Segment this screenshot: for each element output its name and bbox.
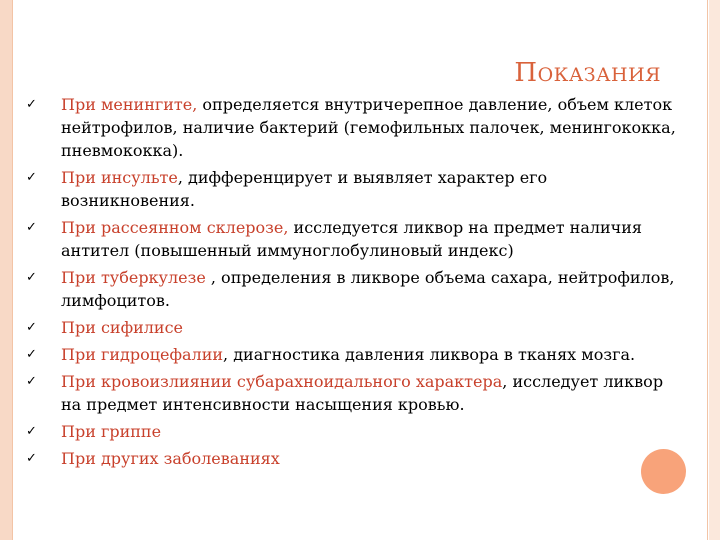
title-rest: ОКАЗАНИЯ [537, 64, 661, 86]
item-highlight: При других заболеваниях [61, 449, 280, 468]
item-highlight: При гидроцефалии [61, 345, 224, 364]
indications-list [26, 93, 686, 474]
title-initial: П [514, 58, 538, 88]
checkmark-icon: ✓ [26, 320, 37, 335]
list-item [26, 447, 686, 470]
item-highlight: При менингите, [61, 95, 198, 114]
checkmark-icon: ✓ [26, 347, 37, 362]
slide-title [514, 58, 661, 88]
checkmark-icon: ✓ [26, 451, 37, 466]
checkmark-icon: ✓ [26, 97, 37, 112]
item-highlight: При кровоизлиянии субарахноидального характера [61, 372, 503, 391]
checkmark-icon: ✓ [26, 220, 37, 235]
list-item [26, 216, 686, 262]
item-highlight: При инсульте [61, 168, 178, 187]
checkmark-icon: ✓ [26, 424, 37, 439]
item-text: , диагностика давления ликвора в тканях мозга. [223, 345, 636, 364]
item-text: исследуется ликвор на предмет наличия антител (повышенный иммуноглобулиновый индекс) [61, 218, 643, 260]
list-item [26, 166, 686, 212]
checkmark-icon: ✓ [26, 170, 37, 185]
item-highlight: При гриппе [61, 422, 162, 441]
list-item [26, 343, 686, 366]
list-item [26, 370, 686, 416]
list-item [26, 93, 686, 162]
list-item [26, 420, 686, 443]
item-text: определяется внутричерепное давление, объем клеток нейтрофилов, наличие бактерий (гемофильных палочек, менингококка, пневмококка). [61, 95, 676, 160]
item-highlight: При сифилисе [61, 318, 184, 337]
checkmark-icon: ✓ [26, 270, 37, 285]
item-text: , исследует ликвор на предмет интенсивности насыщения кровью. [61, 372, 664, 414]
item-highlight: При рассеянном склерозе, [61, 218, 289, 237]
checkmark-icon: ✓ [26, 374, 37, 389]
decorative-circle [641, 449, 686, 494]
list-item [26, 266, 686, 312]
item-text: , определения в ликворе объема сахара, нейтрофилов, лимфоцитов. [61, 268, 675, 310]
list-item [26, 316, 686, 339]
frame-right-bar [709, 0, 720, 540]
item-highlight: При туберкулезе [61, 268, 206, 287]
frame-left-bar [0, 0, 12, 540]
item-text: , дифференцирует и выявляет характер его возникновения. [61, 168, 548, 210]
